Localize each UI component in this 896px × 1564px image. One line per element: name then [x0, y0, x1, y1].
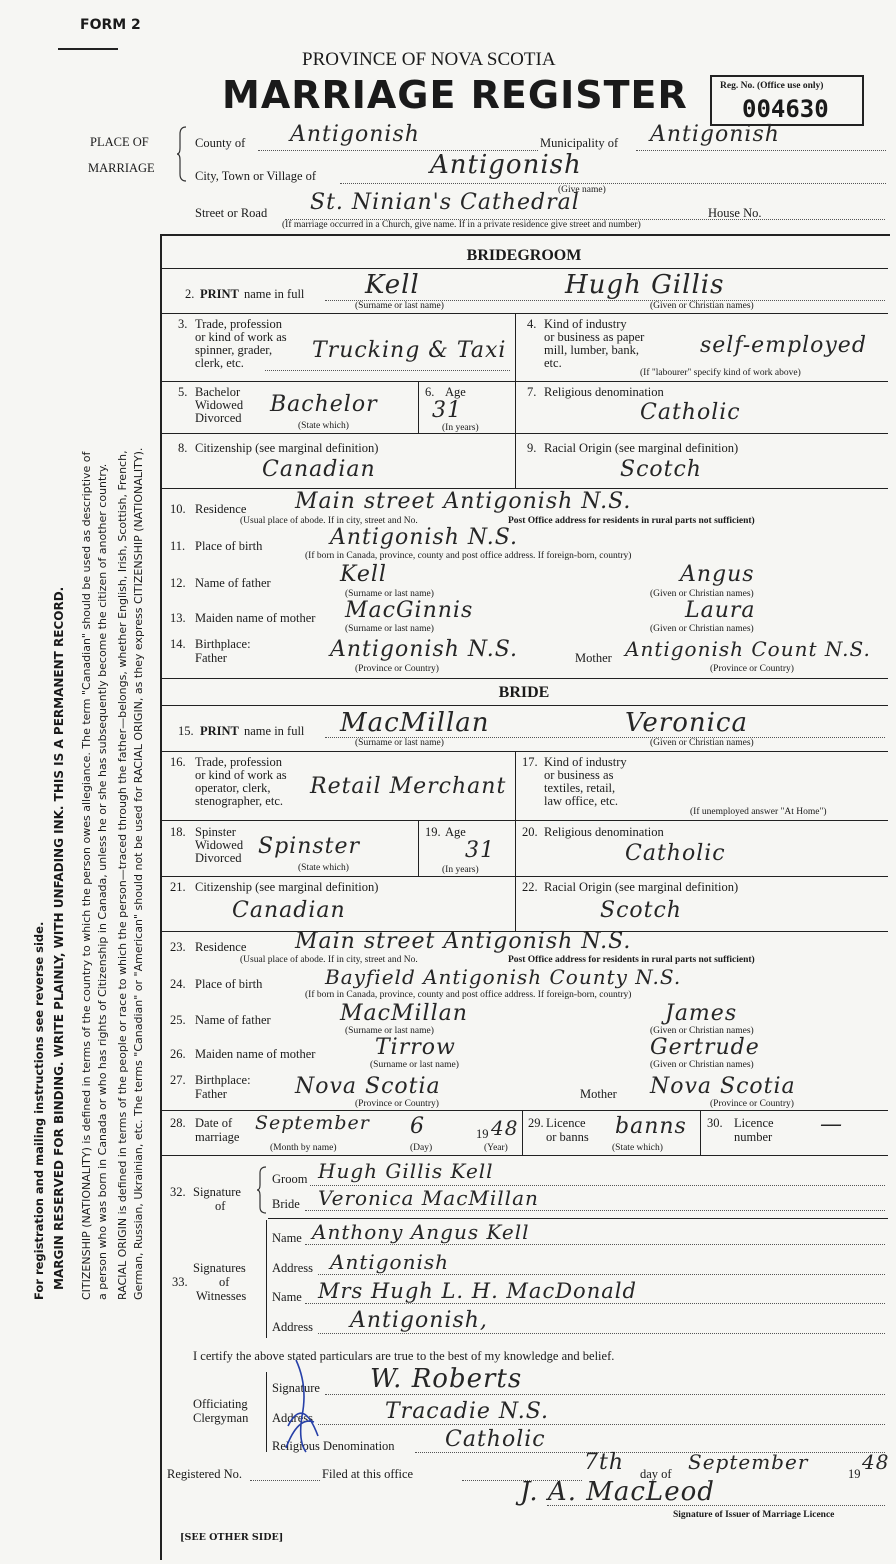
groom-father-birthplace: Antigonish N.S.: [330, 637, 519, 662]
f9-num: 9.: [527, 441, 537, 455]
groom-racial: Scotch: [620, 457, 702, 482]
margin-instructions: For registration and mailing instructions see reverse side.: [32, 921, 46, 1300]
marriage-month: September: [255, 1112, 370, 1134]
marriage-day: 6: [410, 1114, 425, 1139]
f7-num: 7.: [527, 385, 537, 399]
hint: (In years): [442, 423, 479, 433]
reg-no-label: Reg. No. (Office use only): [720, 81, 824, 91]
hint: (In years): [442, 865, 479, 875]
f3-label: or kind of work as: [195, 330, 287, 344]
groom-age: 31: [432, 398, 462, 423]
f2-print: PRINT: [200, 287, 239, 301]
divider: [522, 1110, 523, 1155]
margin-binding-notice: MARGIN RESERVED FOR BINDING. WRITE PLAINLY, WITH UNFADING INK. THIS IS A PERMANENT RECORD.: [52, 586, 66, 1290]
f27-label: Father: [195, 1087, 227, 1101]
divider: [160, 433, 888, 434]
f7-label: Religious denomination: [544, 385, 664, 399]
f32-num: 32.: [170, 1185, 186, 1199]
f33-label: Signatures: [193, 1261, 246, 1275]
f12-num: 12.: [170, 576, 186, 590]
f33-label: of: [219, 1275, 230, 1289]
f8-label: Citizenship (see marginal definition): [195, 441, 379, 455]
hint: (Usual place of abode. If in city, street and No.: [240, 955, 418, 965]
f19-label: Age: [445, 825, 466, 839]
year-prefix: 19: [848, 1467, 861, 1481]
divider: [515, 313, 516, 433]
divider: [160, 705, 888, 706]
clergy-signature-label: Signature: [272, 1381, 320, 1395]
reg-no-box: [710, 75, 864, 126]
registered-no-label: Registered No.: [167, 1467, 242, 1481]
groom-father-surname: Kell: [340, 562, 387, 587]
hint: (Surname or last name): [345, 624, 434, 634]
f16-label: Trade, profession: [195, 755, 283, 769]
f12-label: Name of father: [195, 576, 271, 590]
f5-label: Bachelor: [195, 385, 241, 399]
bride-father-given: James: [665, 1001, 738, 1026]
hint: (State which): [298, 421, 349, 431]
margin-racial-def-2: German, Russian, Ukrainian, etc. The terms "Canadian" or "American" should not be used for RACIAL ORIGIN, as they express CITIZENSHIP (NATIONALITY).: [132, 447, 145, 1300]
bride-racial: Scotch: [600, 898, 682, 923]
brace-line: [266, 1220, 267, 1338]
groom-trade: Trucking & Taxi: [312, 338, 507, 363]
filed-day: 7th: [584, 1450, 625, 1475]
year-prefix: 19: [476, 1127, 489, 1141]
f4-label: Kind of industry: [544, 317, 627, 331]
f17-label: textiles, retail,: [544, 781, 616, 795]
witness1-name-label: Name: [272, 1231, 302, 1245]
f16-label: stenographer, etc.: [195, 794, 284, 808]
f24-num: 24.: [170, 977, 186, 991]
dotted-line: [636, 150, 886, 151]
f32-label: of: [215, 1199, 226, 1213]
f19-num: 19.: [425, 825, 441, 839]
f4-label: etc.: [544, 356, 562, 370]
hint: (Surname or last name): [355, 738, 444, 748]
groom-mother-given: Laura: [685, 598, 756, 623]
f10-num: 10.: [170, 502, 186, 516]
divider: [160, 876, 888, 877]
f17-label: law office, etc.: [544, 794, 619, 808]
f11-label: Place of birth: [195, 539, 263, 553]
bride-sig-label: Bride: [272, 1197, 300, 1211]
issuer-signature-label: Signature of Issuer of Marriage Licence: [673, 1510, 835, 1520]
bride-status: Spinster: [258, 834, 361, 859]
mother-label: Mother: [580, 1087, 617, 1101]
f29-num: 29.: [528, 1116, 544, 1130]
f22-num: 22.: [522, 880, 538, 894]
clergy-address: Tracadie N.S.: [385, 1399, 549, 1424]
day-of-label: day of: [640, 1467, 672, 1481]
hint: (Province or Country): [710, 1099, 794, 1109]
hint: Post Office address for residents in rural parts not sufficient): [508, 955, 755, 965]
bride-residence: Main street Antigonish N.S.: [295, 929, 632, 954]
bride-age: 31: [465, 838, 495, 863]
hint: (Province or Country): [355, 1099, 439, 1109]
f8-num: 8.: [178, 441, 188, 455]
divider: [700, 1110, 701, 1155]
divider: [418, 381, 419, 433]
mother-label: Mother: [575, 651, 612, 665]
witness1-name: Anthony Angus Kell: [312, 1220, 530, 1244]
groom-birthplace: Antigonish N.S.: [330, 525, 519, 550]
f28-num: 28.: [170, 1116, 186, 1130]
city-label: City, Town or Village of: [195, 169, 317, 183]
margin-racial-def: RACIAL ORIGIN is defined in terms of the people or race to which the person—traced through the father—belongs, whether English, Irish, Scottish, French,: [116, 450, 129, 1300]
bride-surname: MacMillan: [340, 708, 490, 738]
bride-birthplace: Bayfield Antigonish County N.S.: [325, 965, 682, 989]
divider: [160, 1155, 888, 1156]
divider: [160, 381, 888, 382]
hint: (Given or Christian names): [650, 624, 754, 634]
bride-father-birthplace: Nova Scotia: [295, 1074, 441, 1099]
clergy-denomination: Catholic: [445, 1427, 546, 1452]
dotted-line: [305, 1303, 885, 1304]
bride-mother-birthplace: Nova Scotia: [650, 1074, 796, 1099]
f5-num: 5.: [178, 385, 188, 399]
f14-num: 14.: [170, 637, 186, 651]
f21-num: 21.: [170, 880, 186, 894]
f14-label: Father: [195, 651, 227, 665]
f4-label: mill, lumber, bank,: [544, 343, 639, 357]
municipality-value: Antigonish: [650, 122, 780, 147]
groom-signature: Hugh Gillis Kell: [318, 1159, 494, 1183]
hint: (Day): [410, 1143, 433, 1153]
margin-citizenship-def: CITIZENSHIP (NATIONALITY) is defined in terms of the country to which the person owes allegiance. The term "Canadian" should be used as descriptive of: [80, 451, 93, 1300]
f27-label: Birthplace:: [195, 1073, 251, 1087]
hint: (Surname or last name): [355, 301, 444, 311]
dotted-line: [340, 183, 886, 184]
dotted-line: [250, 1480, 320, 1481]
county-label: County of: [195, 136, 246, 150]
county-value: Antigonish: [290, 122, 420, 147]
divider: [160, 268, 888, 269]
hint: (Given or Christian names): [650, 301, 754, 311]
f5-label: Widowed: [195, 398, 244, 412]
divider: [268, 1218, 888, 1219]
f18-label: Widowed: [195, 838, 244, 852]
bride-citizenship: Canadian: [232, 898, 346, 923]
page-title: MARRIAGE REGISTER: [222, 73, 688, 117]
f25-num: 25.: [170, 1013, 186, 1027]
groom-father-given: Angus: [680, 562, 755, 587]
f2-label: name in full: [244, 287, 305, 301]
f11-num: 11.: [170, 539, 186, 553]
f6-num: 6.: [425, 385, 435, 399]
give-name-hint: (Give name): [558, 185, 606, 195]
divider: [160, 1110, 888, 1111]
groom-surname: Kell: [365, 270, 420, 300]
bride-religion: Catholic: [625, 841, 726, 866]
f21-label: Citizenship (see marginal definition): [195, 880, 379, 894]
f20-num: 20.: [522, 825, 538, 839]
clergy-address-label: Address: [272, 1411, 313, 1425]
witness2-address: Antigonish,: [350, 1308, 488, 1333]
divider: [160, 313, 888, 314]
form-underline: [58, 48, 118, 50]
f16-label: or kind of work as: [195, 768, 287, 782]
officiating-label: Clergyman: [193, 1411, 249, 1425]
f4-label: or business as paper: [544, 330, 645, 344]
f3-label: Trade, profession: [195, 317, 283, 331]
brace: [176, 126, 188, 182]
hint: (Province or Country): [710, 664, 794, 674]
f3-num: 3.: [178, 317, 188, 331]
groom-given: Hugh Gillis: [565, 270, 725, 300]
f30-label: number: [734, 1130, 773, 1144]
bride-trade: Retail Merchant: [310, 774, 507, 799]
hint: (Given or Christian names): [650, 1060, 754, 1070]
reg-no-value: 004630: [742, 95, 829, 123]
groom-religion: Catholic: [640, 400, 741, 425]
f26-num: 26.: [170, 1047, 186, 1061]
divider: [160, 820, 888, 821]
street-label: Street or Road: [195, 206, 268, 220]
marriage-year: 48: [491, 1116, 519, 1140]
f30-num: 30.: [707, 1116, 723, 1130]
f32-label: Signature: [193, 1185, 241, 1199]
hint: (Month by name): [270, 1143, 337, 1153]
f17-label: Kind of industry: [544, 755, 627, 769]
f26-label: Maiden name of mother: [195, 1047, 316, 1061]
hint: (Given or Christian names): [650, 589, 754, 599]
f23-label: Residence: [195, 940, 247, 954]
f24-label: Place of birth: [195, 977, 263, 991]
hint: (If "labourer" specify kind of work above): [640, 368, 801, 378]
f18-label: Divorced: [195, 851, 242, 865]
f10-label: Residence: [195, 502, 247, 516]
clergy-signature: W. Roberts: [370, 1364, 523, 1394]
bride-father-surname: MacMillan: [340, 1001, 468, 1026]
brace: [256, 1166, 268, 1214]
f16-label: operator, clerk,: [195, 781, 271, 795]
hint: (Province or Country): [355, 664, 439, 674]
dotted-line: [305, 1244, 885, 1245]
officiating-label: Officiating: [193, 1397, 248, 1411]
f33-num: 33.: [172, 1275, 188, 1289]
f33-label: Witnesses: [196, 1289, 247, 1303]
street-value: St. Ninian's Cathedral: [310, 190, 580, 215]
f9-label: Racial Origin (see marginal definition): [544, 441, 739, 455]
bride-mother-given: Gertrude: [650, 1035, 760, 1060]
section-bride: BRIDE: [498, 684, 550, 701]
dotted-line: [318, 1274, 885, 1275]
divider: [160, 678, 888, 679]
hint: (If born in Canada, province, county and post office address. If foreign-born, country): [305, 551, 632, 561]
divider: [515, 433, 516, 488]
witness2-name-label: Name: [272, 1290, 302, 1304]
f17-num: 17.: [522, 755, 538, 769]
f27-num: 27.: [170, 1073, 186, 1087]
form-number: FORM 2: [80, 17, 141, 33]
f6-label: Age: [445, 385, 466, 399]
dotted-line: [318, 1424, 885, 1425]
municipality-label: Municipality of: [540, 136, 619, 150]
f15-num: 15.: [178, 724, 194, 738]
f29-label: or banns: [546, 1130, 589, 1144]
hint: (Usual place of abode. If in city, street and No.: [240, 516, 418, 526]
certification-text: I certify the above stated particulars are true to the best of my knowledge and belief.: [193, 1349, 615, 1363]
hint: (State which): [612, 1143, 663, 1153]
groom-residence: Main street Antigonish N.S.: [295, 489, 632, 514]
province-title: PROVINCE OF NOVA SCOTIA: [302, 49, 556, 70]
hint: Post Office address for residents in rural parts not sufficient): [508, 516, 755, 526]
dotted-line: [265, 370, 510, 371]
witness2-address-label: Address: [272, 1320, 313, 1334]
hint: (Given or Christian names): [650, 738, 754, 748]
groom-sig-label: Groom: [272, 1172, 308, 1186]
filed-label: Filed at this office: [322, 1467, 414, 1481]
city-value: Antigonish: [430, 150, 582, 180]
place-note: (If marriage occurred in a Church, give name. If in a private residence give street and number): [282, 220, 641, 230]
f3-label: spinner, grader,: [195, 343, 273, 357]
f22-label: Racial Origin (see marginal definition): [544, 880, 739, 894]
dotted-line: [318, 1333, 885, 1334]
place-label: PLACE OF: [90, 135, 149, 149]
filed-year: 48: [862, 1450, 890, 1474]
hint: (If born in Canada, province, county and post office address. If foreign-born, country): [305, 990, 632, 1000]
see-other-side: [SEE OTHER SIDE]: [180, 1532, 284, 1543]
licence-or-banns: banns: [615, 1114, 687, 1139]
margin-citizenship-def-2: a person who was born in Canada or who has rights of Citizenship in Canada, unless he or she has subsequently become the citizen of another country.: [96, 463, 109, 1300]
groom-mother-surname: MacGinnis: [345, 598, 474, 623]
dotted-line: [305, 1210, 885, 1211]
f25-label: Name of father: [195, 1013, 271, 1027]
f30-label: Licence: [734, 1116, 774, 1130]
hint: (Surname or last name): [345, 589, 434, 599]
brace-line: [266, 1372, 267, 1452]
bride-signature: Veronica MacMillan: [318, 1186, 539, 1210]
clergy-denomination-label: Religious Denomination: [272, 1439, 395, 1453]
f16-num: 16.: [170, 755, 186, 769]
divider: [160, 751, 888, 752]
groom-citizenship: Canadian: [262, 457, 376, 482]
f15-label: name in full: [244, 724, 305, 738]
section-bridegroom: BRIDEGROOM: [466, 247, 582, 264]
f18-num: 18.: [170, 825, 186, 839]
f13-num: 13.: [170, 611, 186, 625]
f3-label: clerk, etc.: [195, 356, 244, 370]
witness2-name: Mrs Hugh L. H. MacDonald: [318, 1279, 637, 1303]
f23-num: 23.: [170, 940, 186, 954]
dotted-line: [415, 1452, 885, 1453]
filed-month: September: [688, 1450, 809, 1474]
f2-num: 2.: [185, 287, 195, 301]
f28-label: marriage: [195, 1130, 240, 1144]
hint: (Year): [484, 1143, 508, 1153]
hint: (If unemployed answer "At Home"): [690, 807, 827, 817]
hint: (Surname or last name): [370, 1060, 459, 1070]
house-label: House No.: [708, 206, 762, 220]
hint: (Surname or last name): [345, 1026, 434, 1036]
f28-label: Date of: [195, 1116, 233, 1130]
witness1-address-label: Address: [272, 1261, 313, 1275]
hint: (State which): [298, 863, 349, 873]
place-label-2: MARRIAGE: [88, 161, 155, 175]
groom-industry: self-employed: [700, 333, 867, 358]
groom-status: Bachelor: [270, 392, 378, 417]
f5-label: Divorced: [195, 411, 242, 425]
divider: [418, 820, 419, 876]
f20-label: Religious denomination: [544, 825, 664, 839]
bride-mother-surname: Tirrow: [375, 1035, 456, 1060]
dotted-line: [325, 1394, 885, 1395]
issuer-signature: J. A. MacLeod: [520, 1477, 715, 1507]
bride-given: Veronica: [625, 708, 748, 738]
divider: [515, 751, 516, 876]
f17-label: or business as: [544, 768, 614, 782]
licence-number: —: [820, 1112, 843, 1137]
f18-label: Spinster: [195, 825, 236, 839]
clergy-cross-mark: [278, 1356, 328, 1456]
divider: [515, 876, 516, 931]
f14-label: Birthplace:: [195, 637, 251, 651]
hint: (Given or Christian names): [650, 1026, 754, 1036]
witness1-address: Antigonish: [330, 1250, 450, 1274]
f29-label: Licence: [546, 1116, 586, 1130]
f15-print: PRINT: [200, 724, 239, 738]
f13-label: Maiden name of mother: [195, 611, 316, 625]
f4-num: 4.: [527, 317, 537, 331]
groom-mother-birthplace: Antigonish Count N.S.: [625, 637, 871, 661]
